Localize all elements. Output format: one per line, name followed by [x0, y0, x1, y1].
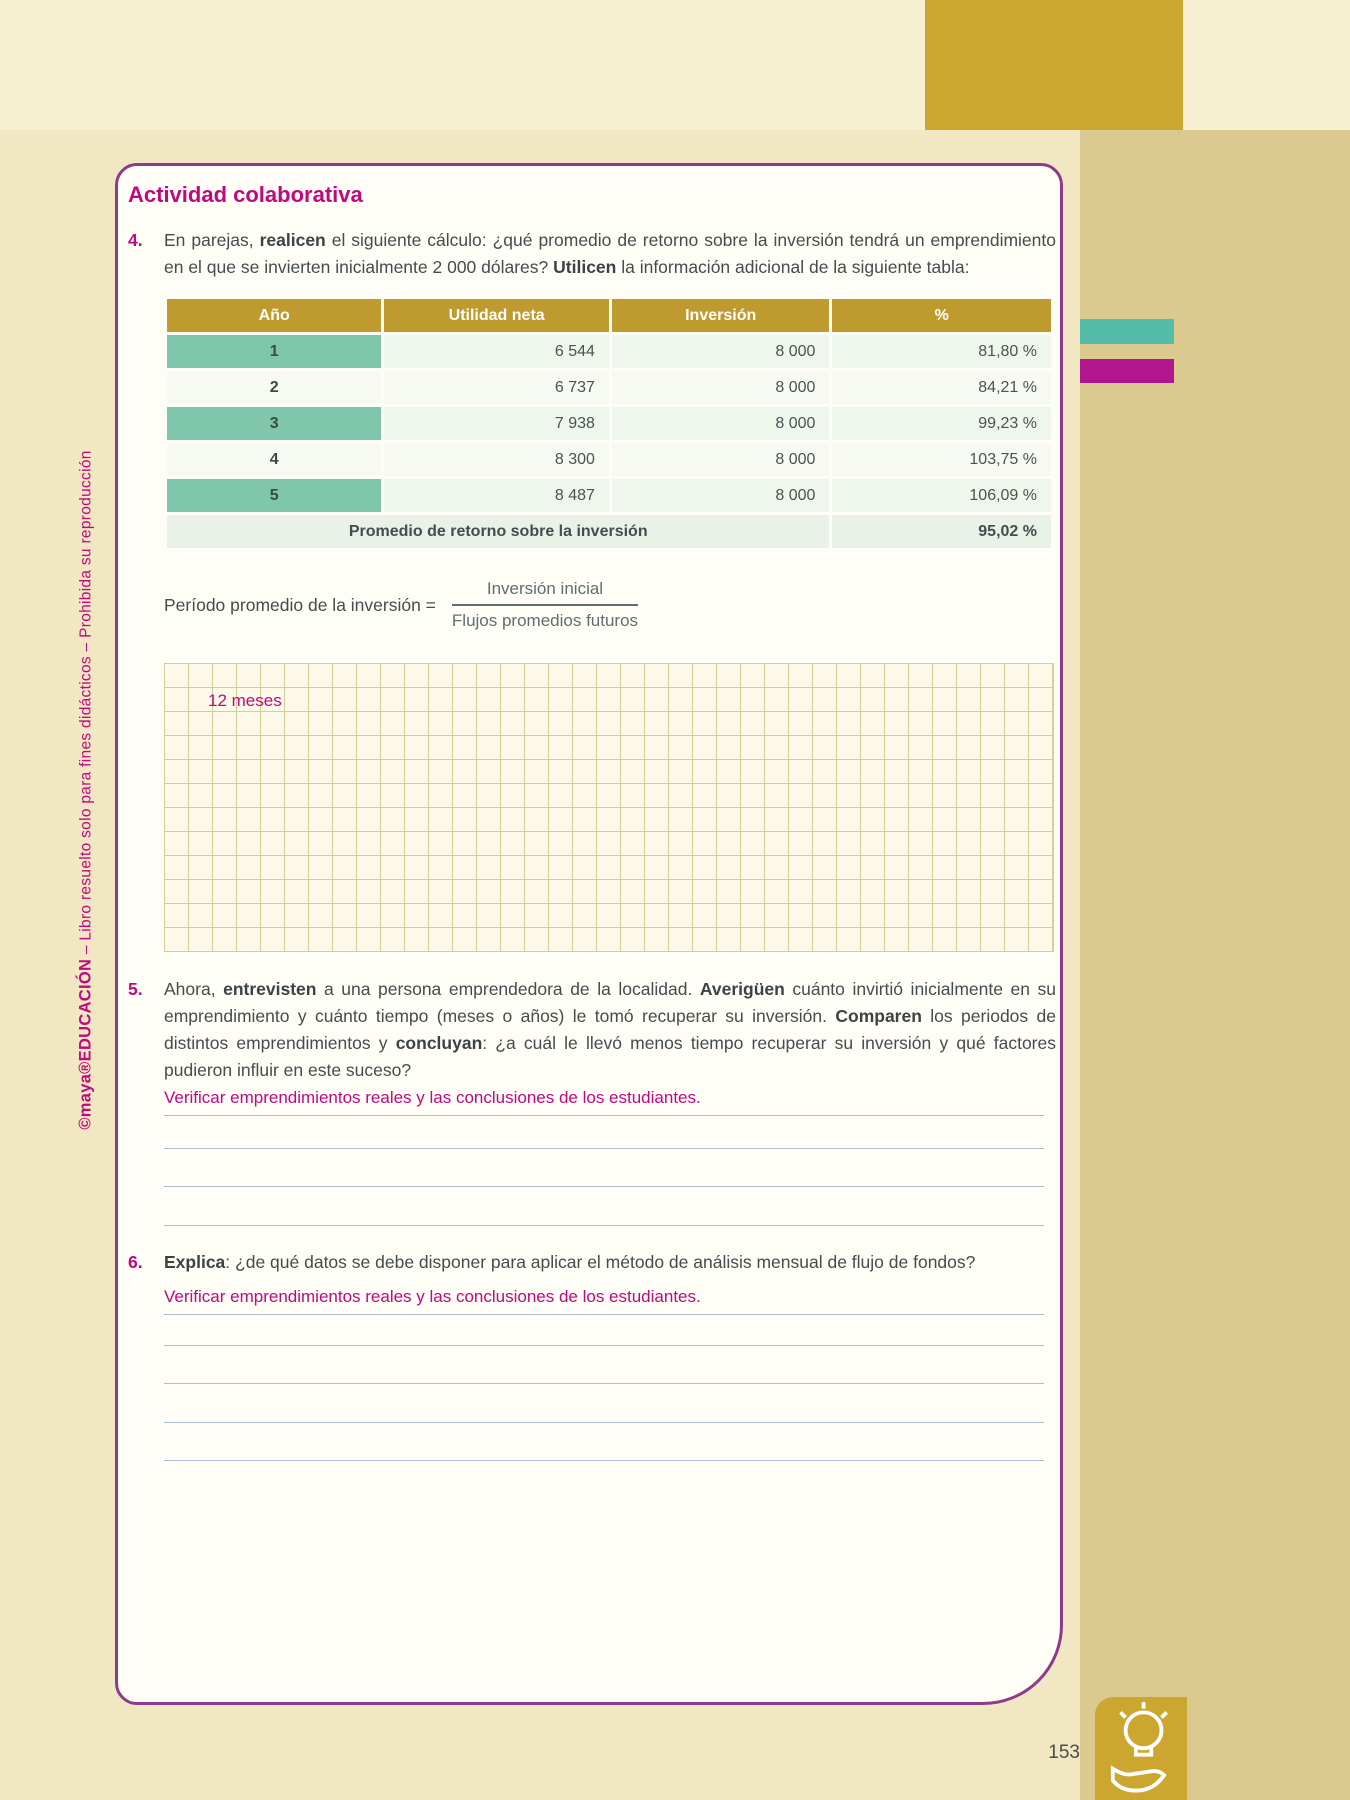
magenta-accent-bar: [1080, 359, 1174, 383]
table-cell: 103,75 %: [832, 443, 1051, 476]
grid-annotation: 12 meses: [208, 691, 282, 710]
header-inversion: Inversión: [612, 299, 830, 332]
item-5-answer: Verificar emprendimientos reales y las conclusiones de los estudiantes.: [164, 1088, 1044, 1116]
answer-line: [164, 1423, 1044, 1462]
item-4-text: En parejas, realicen el siguiente cálculo: ¿qué promedio de retorno sobre la inversión tendrá un emprendimiento en el que se invierten inicialmente 2 000 dólares? Utilicen la información adicional de la siguiente tabla:: [164, 230, 1056, 277]
teal-accent-bar: [1080, 319, 1174, 344]
item-5-text: Ahora, entrevisten a una persona emprendedora de la localidad. Averigüen cuánto invirtió inicialmente en su emprendimiento y cuánto tiempo (meses o años) le tomó recuperar su inversión. Comparen los periodos de distintos emprendimientos y concluyan: ¿a cuál le llevó menos tiempo recuperar su inversión y qué factores pudieron influir en este suceso?: [164, 979, 1056, 1080]
item-6-answer: Verificar emprendimientos reales y las conclusiones de los estudiantes.: [164, 1287, 1044, 1315]
item-5-answer-lines: [164, 1110, 1044, 1226]
table-cell: 5: [167, 479, 381, 512]
header-porcentaje: %: [832, 299, 1051, 332]
page-number: 153: [1048, 1742, 1080, 1763]
header-utilidad-neta: Utilidad neta: [384, 299, 608, 332]
table-cell: 7 938: [384, 407, 608, 440]
corner-lightbulb-badge: [1095, 1697, 1187, 1800]
table-cell: 99,23 %: [832, 407, 1051, 440]
item-6-number: 6.: [128, 1252, 143, 1272]
item-4-number: 4.: [128, 230, 143, 250]
formula-numerator: Inversión inicial: [452, 579, 638, 606]
table-cell: 8 000: [612, 479, 830, 512]
table-row: [167, 407, 1051, 440]
table-cell: 1: [167, 335, 381, 368]
table-cell: 106,09 %: [832, 479, 1051, 512]
copyright-sidebar-text: ©maya®EDUCACIÓN – Libro resuelto solo para fines didácticos – Prohibida su reproducción: [76, 450, 95, 1130]
table-row: [167, 335, 1051, 368]
answer-line: [164, 1307, 1044, 1346]
grid-paper-workspace: [164, 663, 1054, 952]
item-6-answer-lines: [164, 1307, 1044, 1461]
table-cell: 81,80 %: [832, 335, 1051, 368]
table-cell: 8 000: [612, 335, 830, 368]
footer-value: 95,02 %: [832, 515, 1051, 548]
answer-line: [164, 1346, 1044, 1385]
formula-fraction: [452, 579, 638, 631]
average-period-formula: [164, 579, 638, 631]
table-cell: 3: [167, 407, 381, 440]
table-cell: 6 544: [384, 335, 608, 368]
answer-line: [164, 1110, 1044, 1149]
table-row: [167, 371, 1051, 404]
table-cell: 8 000: [612, 407, 830, 440]
roi-table-header: [167, 299, 1051, 332]
table-row: [167, 479, 1051, 512]
table-cell: 8 487: [384, 479, 608, 512]
table-cell: 8 000: [612, 443, 830, 476]
table-cell: 8 300: [384, 443, 608, 476]
formula-lhs: Período promedio de la inversión =: [164, 594, 436, 615]
top-gold-block: [925, 0, 1183, 130]
roi-table-footer: [167, 515, 1051, 548]
roi-table-body: [167, 335, 1051, 512]
item-5-number: 5.: [128, 979, 143, 999]
answer-line: [164, 1149, 1044, 1188]
table-cell: 2: [167, 371, 381, 404]
answer-line: [164, 1384, 1044, 1423]
header-ano: Año: [167, 299, 381, 332]
table-row: [167, 443, 1051, 476]
table-cell: 8 000: [612, 371, 830, 404]
table-cell: 6 737: [384, 371, 608, 404]
footer-label: Promedio de retorno sobre la inversión: [167, 515, 829, 548]
table-cell: 84,21 %: [832, 371, 1051, 404]
answer-line: [164, 1187, 1044, 1226]
table-cell: 4: [167, 443, 381, 476]
activity-card: [115, 163, 1063, 1705]
activity-title: Actividad colaborativa: [128, 182, 363, 207]
formula-denominator: Flujos promedios futuros: [451, 611, 639, 630]
lightbulb-hand-icon: [1102, 1697, 1180, 1797]
roi-table: [164, 296, 1054, 551]
item-6-text: Explica: ¿de qué datos se debe disponer para aplicar el método de análisis mensual de flujo de fondos?: [164, 1252, 976, 1272]
